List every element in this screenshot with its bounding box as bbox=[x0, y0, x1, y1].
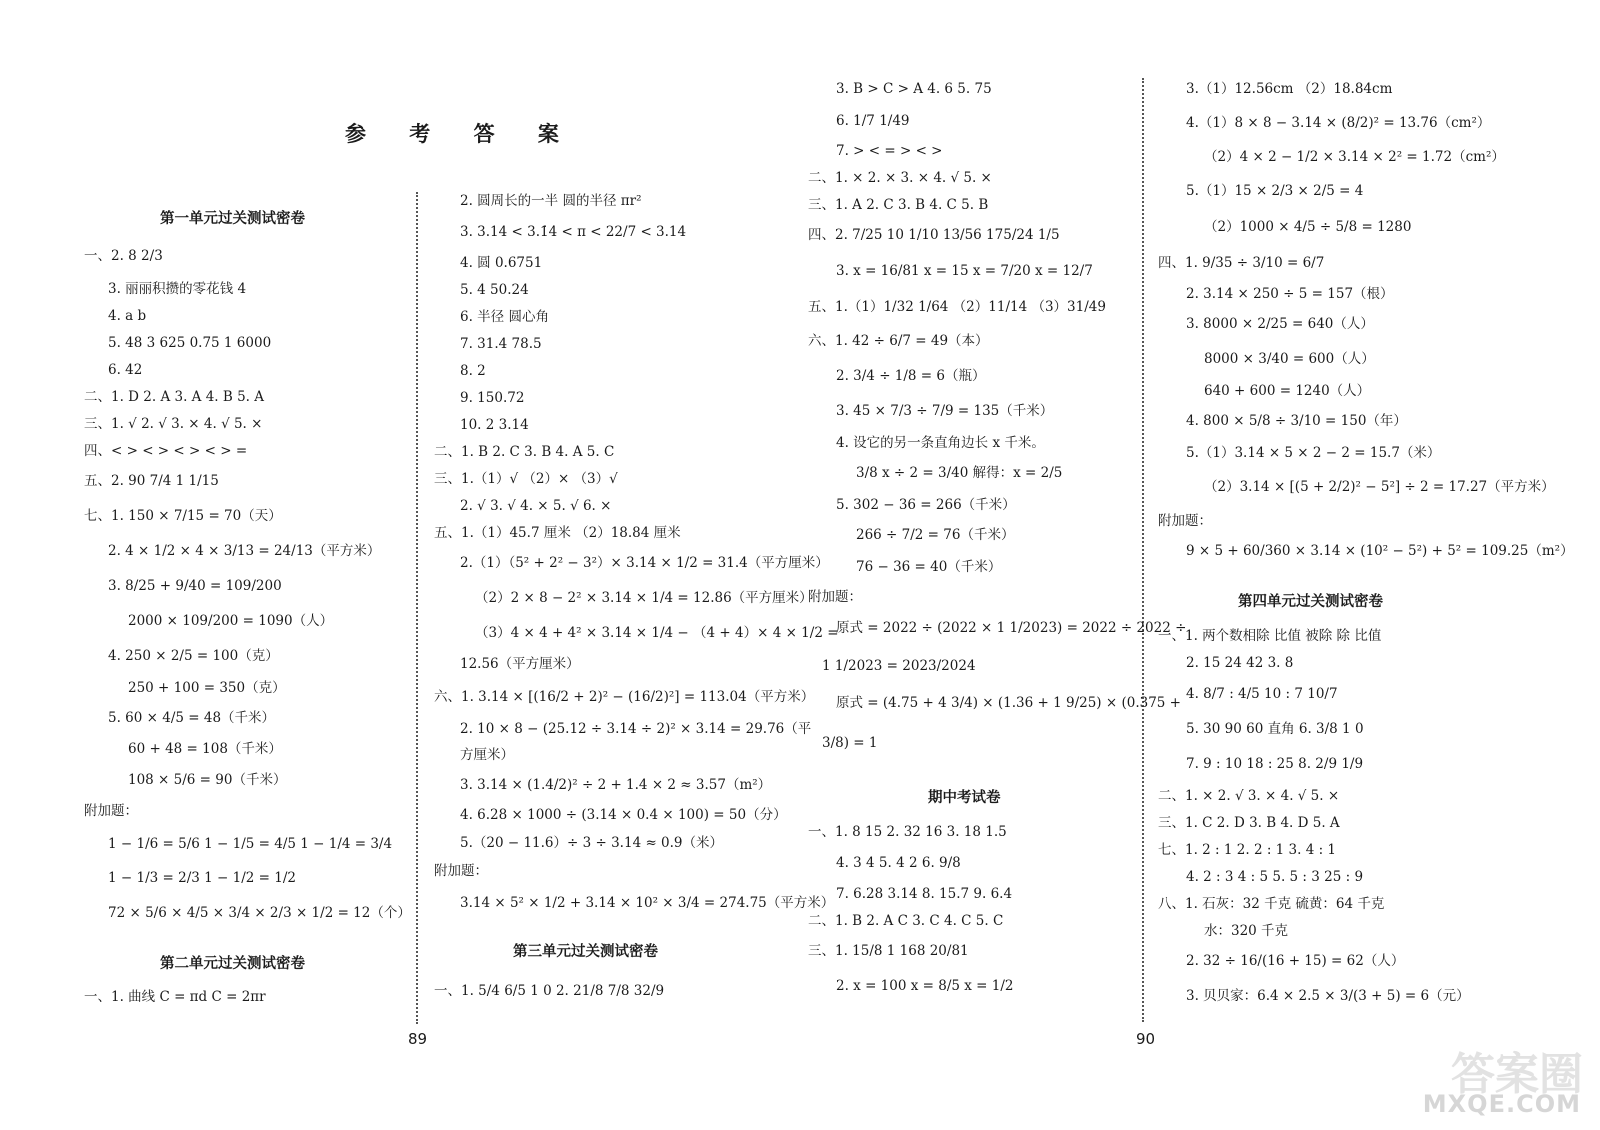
page-number-right: 90 bbox=[1136, 1030, 1156, 1048]
answer-line: 5. 48 3 625 0.75 1 6000 bbox=[108, 335, 272, 351]
answer-line: 七、1. 150 × 7/15 = 70（天） bbox=[84, 508, 282, 524]
answer-line: 五、1.（1）45.7 厘米 （2）18.84 厘米 bbox=[434, 525, 681, 541]
answer-line: 76 − 36 = 40（千米） bbox=[856, 559, 1002, 575]
answer-line: 2. 3/4 ÷ 1/8 = 6（瓶） bbox=[836, 368, 986, 384]
answer-line: 3.14 × 5² × 1/2 + 3.14 × 10² × 3/4 = 274.75（平方米） bbox=[460, 895, 835, 911]
section-title-unit2: 第二单元过关测试密卷 bbox=[160, 955, 305, 972]
answer-line: 一、1. 5/4 6/5 1 0 2. 21/8 7/8 32/9 bbox=[434, 983, 665, 999]
answer-line: 12.56（平方厘米） bbox=[460, 656, 580, 672]
answer-line: 7. 6.28 3.14 8. 15.7 9. 6.4 bbox=[836, 886, 1013, 902]
answer-line: 2. x = 100 x = 8/5 x = 1/2 bbox=[836, 978, 1014, 994]
answer-line: 3. 丽丽积攒的零花钱 4 bbox=[108, 281, 247, 297]
answer-line: 3/8) = 1 bbox=[822, 735, 878, 751]
answer-line: （2）3.14 × [(5 + 2/2)² − 5²] ÷ 2 = 17.27（平方米） bbox=[1204, 479, 1555, 495]
answer-line: 1 − 1/6 = 5/6 1 − 1/5 = 4/5 1 − 1/4 = 3/4 bbox=[108, 836, 393, 852]
answer-line: 1 1/2023 = 2023/2024 bbox=[822, 658, 976, 674]
answer-line: 2. 3.14 × 250 ÷ 5 = 157（根） bbox=[1186, 286, 1394, 302]
answer-line: 七、1. 2 : 1 2. 2 : 1 3. 4 : 1 bbox=[1158, 842, 1337, 858]
answer-line: 3. 贝贝家：6.4 × 2.5 × 3/(3 + 5) = 6（元） bbox=[1186, 988, 1470, 1004]
page-number-left: 89 bbox=[408, 1030, 428, 1048]
answer-line: 108 × 5/6 = 90（千米） bbox=[128, 772, 287, 788]
answer-line: （3）4 × 4 + 4² × 3.14 × 1/4 − （4 + 4）× 4 × 1/2 = bbox=[475, 625, 839, 641]
section-title-midterm: 期中考试卷 bbox=[928, 789, 1001, 806]
answer-line: 3.（1）12.56cm （2）18.84cm bbox=[1186, 81, 1393, 97]
answer-line: 5.（20 − 11.6）÷ 3 ÷ 3.14 ≈ 0.9（米） bbox=[460, 835, 724, 851]
answer-line: 6. 42 bbox=[108, 362, 143, 378]
answer-line: 2000 × 109/200 = 1090（人） bbox=[128, 613, 334, 629]
answer-line: 4. a b bbox=[108, 308, 147, 324]
answer-line: 9. 150.72 bbox=[460, 390, 525, 406]
answer-line: 一、1. 曲线 C = πd C = 2πr bbox=[84, 989, 266, 1005]
answer-line: 266 ÷ 7/2 = 76（千米） bbox=[856, 527, 1015, 543]
answer-line: 五、2. 90 7/4 1 1/15 bbox=[84, 473, 219, 489]
answer-line: 3. 8/25 + 9/40 = 109/200 bbox=[108, 578, 282, 594]
answer-line: 方厘米） bbox=[460, 747, 514, 763]
answer-line: 4. 设它的另一条直角边长 x 千米。 bbox=[836, 435, 1045, 451]
answer-line: 7. 31.4 78.5 bbox=[460, 336, 542, 352]
answer-line: 四、2. 7/25 10 1/10 13/56 175/24 1/5 bbox=[808, 227, 1060, 243]
answer-line: 四、1. 9/35 ÷ 3/10 = 6/7 bbox=[1158, 255, 1325, 271]
answer-line: 八、1. 石灰：32 千克 硫黄：64 千克 bbox=[1158, 896, 1385, 912]
answer-line: 5.（1）15 × 2/3 × 2/5 = 4 bbox=[1186, 183, 1364, 199]
answer-line: 二、1. B 2. C 3. B 4. A 5. C bbox=[434, 444, 615, 460]
answer-line: 附加题： bbox=[808, 589, 862, 605]
answer-line: 2. √ 3. √ 4. × 5. √ 6. × bbox=[460, 498, 612, 514]
watermark-logo bbox=[1384, 1038, 1589, 1120]
answer-line: 2. 圆周长的一半 圆的半径 πr² bbox=[460, 193, 642, 209]
answer-line: 10. 2 3.14 bbox=[460, 417, 529, 433]
answer-line: 2. 4 × 1/2 × 4 × 3/13 = 24/13（平方米） bbox=[108, 543, 381, 559]
answer-line: 三、1. √ 2. √ 3. × 4. √ 5. × bbox=[84, 416, 263, 432]
answer-line: 3. 3.14 × (1.4/2)² ÷ 2 + 1.4 × 2 ≈ 3.57（m²） bbox=[460, 777, 772, 793]
answer-line: 4. 250 × 2/5 = 100（克） bbox=[108, 648, 279, 664]
answer-line: 8. 2 bbox=[460, 363, 486, 379]
answer-line: （2）1000 × 4/5 ÷ 5/8 = 1280 bbox=[1204, 219, 1412, 235]
answer-line: 60 + 48 = 108（千米） bbox=[128, 741, 282, 757]
answer-line: 72 × 5/6 × 4/5 × 3/4 × 2/3 × 1/2 = 12（个） bbox=[108, 905, 411, 921]
answer-line: 二、1. D 2. A 3. A 4. B 5. A bbox=[84, 389, 265, 405]
answer-line: 3. 8000 × 2/25 = 640（人） bbox=[1186, 316, 1374, 332]
answer-line: 三、1. C 2. D 3. B 4. D 5. A bbox=[1158, 815, 1340, 831]
answer-line: 二、1. × 2. × 3. × 4. √ 5. × bbox=[808, 170, 992, 186]
answer-line: 附加题： bbox=[434, 863, 488, 879]
answer-line: 9 × 5 + 60/360 × 3.14 × (10² − 5²) + 5² = 109.25（m²） bbox=[1186, 543, 1574, 559]
answer-line: 2. 15 24 42 3. 8 bbox=[1186, 655, 1294, 671]
answer-line: 3. x = 16/81 x = 15 x = 7/20 x = 12/7 bbox=[836, 263, 1093, 279]
answer-line: 一、1. 两个数相除 比值 被除 除 比值 bbox=[1158, 628, 1382, 644]
answer-line: （2）4 × 2 − 1/2 × 3.14 × 2² = 1.72（cm²） bbox=[1204, 149, 1505, 165]
answer-line: 三、1. A 2. C 3. B 4. C 5. B bbox=[808, 197, 989, 213]
answer-line: 六、1. 3.14 × [(16/2 + 2)² − (16/2)²] = 113.04（平方米） bbox=[434, 689, 815, 705]
answer-line: 6. 1/7 1/49 bbox=[836, 113, 910, 129]
answer-line: 3. 3.14 < 3.1̇4̇ < π < 22/7 < 3.14̇ bbox=[460, 224, 687, 240]
answer-line: 3/8 x ÷ 2 = 3/40 解得：x = 2/5 bbox=[856, 465, 1063, 481]
answer-line: 三、1.（1）√ （2）× （3）√ bbox=[434, 471, 618, 487]
section-title-unit3: 第三单元过关测试密卷 bbox=[513, 943, 658, 960]
answer-line: 水：320 千克 bbox=[1204, 923, 1289, 939]
answer-line: 原式 = 2022 ÷ (2022 × 1 1/2023) = 2022 ÷ 2022 ÷ bbox=[836, 620, 1187, 636]
answer-line: 2.（1）（5² + 2² − 3²）× 3.14 × 1/2 = 31.4（平方厘米） bbox=[460, 555, 829, 571]
answer-line: 六、1. 42 ÷ 6/7 = 49（本） bbox=[808, 333, 989, 349]
answer-line: 5. 4 50.24 bbox=[460, 282, 529, 298]
answer-line: 1 − 1/3 = 2/3 1 − 1/2 = 1/2 bbox=[108, 870, 296, 886]
answer-line: 五、1.（1）1/32 1/64 （2）11/14 （3）31/49 bbox=[808, 299, 1106, 315]
answer-line: （2）2 × 8 − 2² × 3.14 × 1/4 = 12.86（平方厘米） bbox=[475, 590, 813, 606]
answer-line: 4. 3 4 5. 4 2 6. 9/8 bbox=[836, 855, 961, 871]
column-divider-left bbox=[416, 192, 418, 1024]
answer-line: 4. 2 : 3 4 : 5 5. 5 : 3 25 : 9 bbox=[1186, 869, 1364, 885]
answer-line: 附加题： bbox=[1158, 513, 1212, 529]
answer-line: 一、1. 8 15 2. 32 16 3. 18 1.5 bbox=[808, 824, 1007, 840]
answer-line: 原式 = (4.75 + 4 3/4) × (1.36 + 1 9/25) × (0.375 + bbox=[836, 695, 1181, 711]
answer-line: 二、1. × 2. √ 3. × 4. √ 5. × bbox=[1158, 788, 1340, 804]
section-title-unit1: 第一单元过关测试密卷 bbox=[160, 210, 305, 227]
answer-line: 5. 30 90 60 直角 6. 3/8 1 0 bbox=[1186, 721, 1364, 737]
answer-line: 8000 × 3/40 = 600（人） bbox=[1204, 351, 1375, 367]
answer-line: 二、1. B 2. A C 3. C 4. C 5. C bbox=[808, 913, 1004, 929]
answer-line: 一、2. 8 2/3 bbox=[84, 248, 163, 264]
answer-line: 4. 6.28 × 1000 ÷ (3.14 × 0.4 × 100) = 50（分） bbox=[460, 807, 787, 823]
watermark-text: MXQE.COM bbox=[1422, 1090, 1581, 1118]
answer-line: 3. 45 × 7/3 ÷ 7/9 = 135（千米） bbox=[836, 403, 1054, 419]
answer-line: 7. 9 : 10 18 : 25 8. 2/9 1/9 bbox=[1186, 756, 1364, 772]
answer-line: 7. > < = > < > bbox=[836, 143, 943, 159]
column-divider-right bbox=[1142, 78, 1144, 1022]
section-title-unit4: 第四单元过关测试密卷 bbox=[1238, 593, 1383, 610]
answer-line: 5.（1）3.14 × 5 × 2 − 2 = 15.7（米） bbox=[1186, 445, 1441, 461]
answer-line: 2. 32 ÷ 16/(16 + 15) = 62（人） bbox=[1186, 953, 1405, 969]
answer-line: 5. 60 × 4/5 = 48（千米） bbox=[108, 710, 276, 726]
answer-line: 四、< > < > < > < > = bbox=[84, 443, 248, 459]
answer-line: 4. 8/7 : 4/5 10 : 7 10/7 bbox=[1186, 686, 1338, 702]
answer-line: 2. 10 × 8 − (25.12 ÷ 3.14 ÷ 2)² × 3.14 = 29.76（平 bbox=[460, 721, 812, 737]
answer-line: 6. 半径 圆心角 bbox=[460, 309, 549, 325]
answer-line: 附加题： bbox=[84, 803, 138, 819]
answer-line: 5. 302 − 36 = 266（千米） bbox=[836, 497, 1016, 513]
page-title: 参 考 答 案 bbox=[345, 121, 577, 146]
answer-line: 4. 800 × 5/8 ÷ 3/10 = 150（年） bbox=[1186, 413, 1407, 429]
answer-line: 640 + 600 = 1240（人） bbox=[1204, 383, 1371, 399]
answer-line: 4. 圆 0.6751 bbox=[460, 255, 543, 271]
answer-line: 250 + 100 = 350（克） bbox=[128, 680, 286, 696]
answer-line: 3. B > C > A 4. 6 5. 75 bbox=[836, 81, 992, 97]
answer-line: 4.（1）8 × 8 − 3.14 × (8/2)² = 13.76（cm²） bbox=[1186, 115, 1491, 131]
answer-line: 三、1. 15/8 1 168 20/81 bbox=[808, 943, 969, 959]
watermark-logo-text: 答案圈 bbox=[1451, 1049, 1583, 1100]
